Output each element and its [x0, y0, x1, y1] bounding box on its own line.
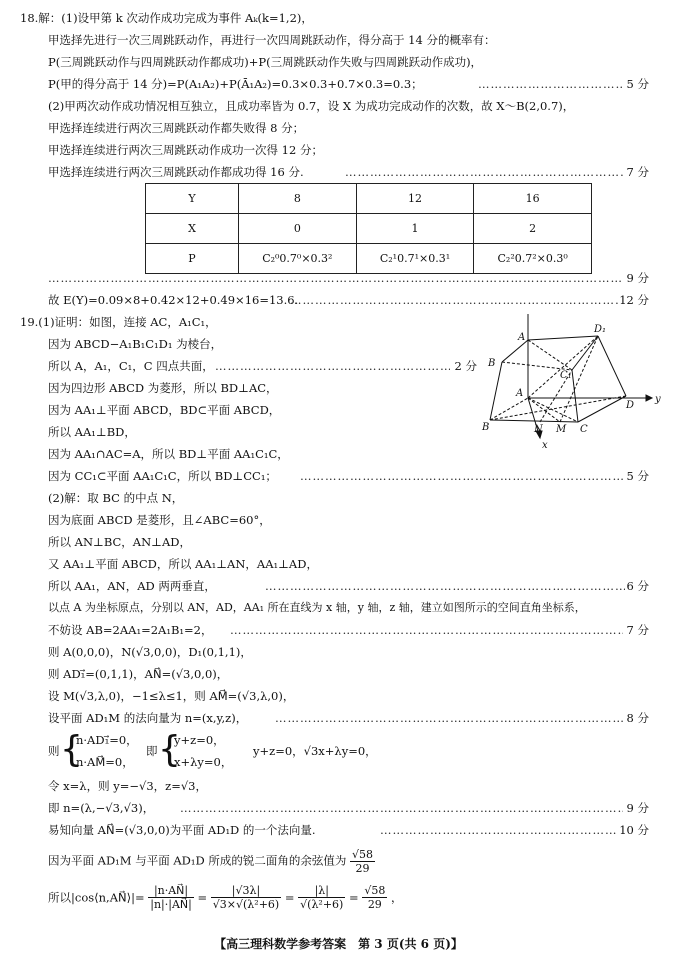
frustum-figure [480, 310, 665, 450]
line-q19-c: 因为四边形 ABCD 为菱形，所以 BD⊥AC， [48, 381, 278, 395]
label-n: N [534, 424, 543, 435]
line-q19-s: 令 x=λ，则 y=−√3，z=√3， [48, 779, 207, 793]
label-y: y [655, 394, 661, 405]
line-q19-n: 不妨设 AB=2AA₁=2A₁B₁=2， …………………………………………………………………………………………………………………………………………………………………………………………………………………… 7 分 [0, 620, 677, 640]
line-q19-f: 因为 AA₁∩AC=A，所以 BD⊥平面 AA₁C₁C， [48, 447, 289, 461]
label-m: M [556, 424, 567, 435]
line-q18-e: 甲选择连续进行两次三周跳跃动作都失败得 8 分； [48, 121, 305, 135]
label-c: C [580, 424, 588, 435]
fraction: $\frac{√58}{29}$ [352, 848, 374, 875]
line-q19-t: 即 n=(λ,−√3,√3)， …………………………………………………………………………………………………………………………………………………………………………………………………………………… 9 分 [0, 798, 677, 818]
table-row: X 0 1 2 [146, 214, 592, 244]
line-q18-f: 甲选择连续进行两次三周跳跃动作成功一次得 12 分； [48, 143, 323, 157]
line-q19-e: 所以 AA₁⊥BD， [48, 425, 136, 439]
line-q18-h: …………………………………………………………………………………………………………………………………………………………………………………………………………………… 9 分 [0, 268, 677, 288]
line-q19-intro: 19.(1)证明：如图，连接 AC，A₁C₁， [20, 315, 217, 329]
line-q18-d: (2)甲两次动作成功情况相互独立，且成功率皆为 0.7，设 X 为成功完成动作的次数，故 X～B(2,0.7)， [48, 99, 575, 113]
line-q19-d: 因为 AA₁⊥平面 ABCD，BD⊂平面 ABCD， [48, 403, 281, 417]
label-a: A [516, 388, 524, 399]
line-q18-intro: 18.解：(1)设甲第 k 次动作成功完成为事件 Aₖ(k=1,2)， [20, 11, 313, 25]
fraction: $\frac{|√3\lambda|}{\text{√3×√(λ²+6)}}$ [212, 884, 280, 911]
label-d: D [626, 400, 635, 411]
distribution-table [145, 183, 592, 274]
left-brace: { [158, 729, 181, 770]
line-q18-expectation: 故 E(Y)=0.09×8+0.42×12+0.49×16=13.6. …………………………………………………………………………………………………………………………………………………………………………………………………………………… 12 分 [0, 290, 677, 310]
fraction: $\frac{|\lambda|}{\text{√(λ²+6)}}$ [300, 884, 344, 911]
line-q19-q: 设 M(√3,λ,0)，−1≤λ≤1，则 AM⃗=(√3,λ,0)， [48, 689, 295, 703]
label-d1: D₁ [594, 324, 607, 335]
label-b1: B [488, 358, 496, 369]
line-q19-a: 因为 ABCD−A₁B₁C₁D₁ 为棱台， [48, 337, 223, 351]
line-q19-h: (2)解：取 BC 的中点 N， [48, 491, 184, 505]
fraction: $\frac{√58}{29}$ [364, 884, 386, 911]
label-c1: C₁ [560, 370, 572, 381]
fraction: $\frac{|n\cdot AN⃗|}{|n|\cdot|AN⃗|}$ [150, 884, 192, 911]
left-brace: { [60, 729, 83, 770]
line-q19-j: 所以 AN⊥BC，AN⊥AD， [48, 535, 192, 549]
line-q18-g: 甲选择连续进行两次三周跳跃动作都成功得 16 分. …………………………………………………………………………………………………………………………………………………………………………………………………………………… 7 分 [0, 162, 677, 182]
label-b: B [482, 422, 490, 433]
table-row: P C₂⁰0.7⁰×0.3² C₂¹0.7¹×0.3¹ C₂²0.7²×0.3⁰ [146, 244, 592, 274]
line-q19-r: 设平面 AD₁M 的法向量为 n=(x,y,z)， …………………………………………………………………………………………………………………………………………………………………………………………………………………… 8 分 [0, 708, 677, 728]
line-q19-l: 所以 AA₁，AN，AD 两两垂直， …………………………………………………………………………………………………………………………………………………………………………………………………………………… 6 分 [0, 576, 677, 596]
line-q18-c: P(甲的得分高于 14 分)=P(A₁A₂)+P(Ā₁A₂)=0.3×0.3+0.7×0.3=0.3； …………………………………………………………………………………………………………………………………………………………………………………………………………………… 5 分 [0, 74, 677, 94]
line-q19-i: 因为底面 ABCD 是菱形，且∠ABC=60°， [48, 513, 271, 527]
line-q18-b: P(三周跳跃动作与四周跳跃动作都成功)+P(三周跳跃动作失败与四周跳跃动作成功)， [48, 55, 483, 69]
line-q19-b: 所以 A，A₁，C₁，C 四点共面， …………………………………………………………………………………………………………………………………………………………………………………………………………………… 2 分 [0, 356, 677, 376]
line-q18-a: 甲选择先进行一次三周跳跃动作，再进行一次四周跳跃动作，得分高于 14 分的概率有： [48, 33, 496, 47]
line-q19-m: 以点 A 为坐标原点，分别以 AN，AD，AA₁ 所在直线为 x 轴，y 轴，z 轴，建立如图所示的空间直角坐标系， [48, 601, 586, 614]
label-x: x [542, 440, 548, 450]
line-q19-k: 又 AA₁⊥平面 ABCD，所以 AA₁⊥AN，AA₁⊥AD， [48, 557, 318, 571]
line-q19-o: 则 A(0,0,0)，N(√3,0,0)，D₁(0,1,1)， [48, 645, 252, 659]
line-q19-v: 因为平面 AD₁M 与平面 AD₁D 所成的锐二面角的余弦值为 $\frac{√58}{29}$ [48, 848, 374, 875]
table-row: Y 8 12 16 [146, 184, 592, 214]
page-footer: 【高三理科数学参考答案 第 3 页(共 6 页)】 [214, 937, 463, 951]
line-q19-g: 因为 CC₁⊂平面 AA₁C₁C，所以 BD⊥CC₁； …………………………………………………………………………………………………………………………………………………………………………………………………………………… 5 分 [0, 466, 677, 486]
line-q19-p: 则 AD₁⃗=(0,1,1)，AN⃗=(√3,0,0)， [48, 667, 229, 681]
line-q19-u: 易知向量 AN⃗=(√3,0,0)为平面 AD₁D 的一个法向量. …………………………………………………………………………………………………………………………………………………………………………………………………………………… 10 分 [0, 820, 677, 840]
equation-system: 则 { n·AD₁⃗=0， n·AM⃗=0， 即 { y+z=0， x+λy=0， y+z=0，√3x+λy=0， [48, 729, 377, 770]
label-a1: A [518, 332, 526, 343]
line-q19-w: 所以|cos⟨n,AN⃗⟩|= $\frac{|n\cdot AN⃗|}{|n|\cdot|AN⃗|}$ = $\frac{|√3\lambda|}{\text{√3×√(λ²+6)}}$ = $\frac{|\lambda|}{\text{√(λ²+6)}}$ = $\frac{√58}{29}$ ， [48, 884, 403, 911]
